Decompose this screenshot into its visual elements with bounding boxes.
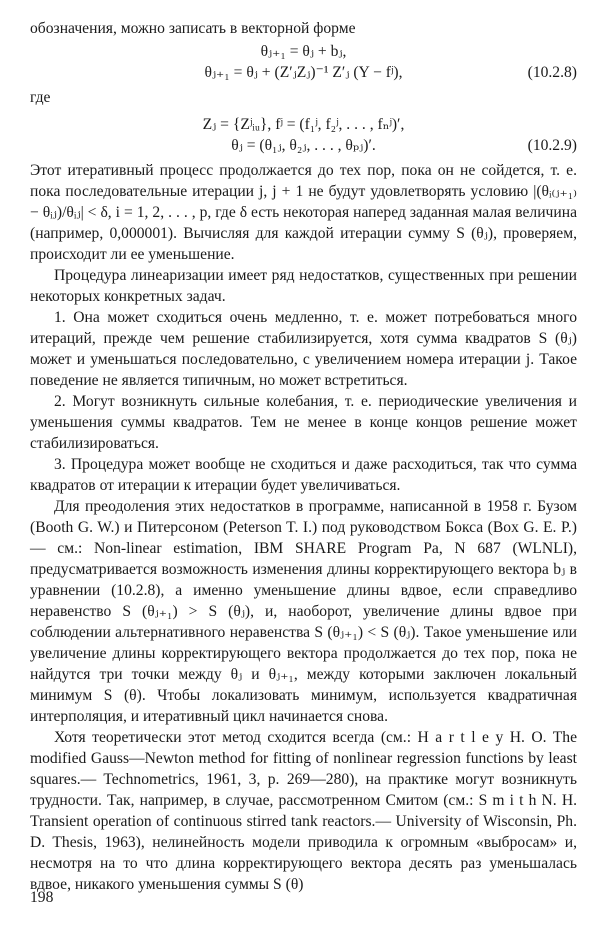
equation-formula: θⱼ₊₁ = θⱼ + bⱼ, bbox=[260, 43, 347, 60]
page-number: 198 bbox=[30, 889, 54, 906]
list-item-2: 2. Могут возникнуть сильные колебания, т. е. периодические увеличения и уменьшения суммы квадратов. Тем не менее в конце концов решение может стабилизироваться. bbox=[30, 393, 577, 452]
equation-formula: θⱼ₊₁ = θⱼ + (Z′ⱼZⱼ)⁻¹ Z′ⱼ (Y − fʲ), bbox=[204, 64, 403, 81]
equation-line bbox=[30, 114, 577, 135]
paragraph-iterative: Этот итеративный процесс продолжается до тех пор, пока он не сойдется, т. е. пока последовательные итерации j, j + 1 не будут удовлетворять условию |(θᵢ₍ⱼ₊₁₎ − θᵢⱼ)/θᵢⱼ| < δ, i = 1, 2, . . . , p, где δ есть некоторая наперед заданная малая величина (например, 0,000001). Вычисляя для каждой итерации сумму S (θⱼ), проверяем, происходит ли ее уменьшение. bbox=[30, 162, 577, 263]
equation-10-2-9 bbox=[30, 114, 577, 156]
paragraph-hartley: Хотя теоретически этот метод сходится всегда (см.: H a r t l e y H. O. The modified Gauss—Newton method for fitting of nonlinear regression functions by least squares.— Technometrics, 1961, 3, p. 269—280), на практике могут возникнуть трудности. Так, например, в случае, рассмотренном Смитом (см.: S m i t h N. H. Transient operation of continuous stirred tank reactors.— University of Wisconsin, Ph. D. Thesis, 1963), нелинейность модели приводила к огромным «выбросам» и, несмотря на то что длина корректирующего вектора десять раз уменьшалась вдвое, никакого уменьшения суммы S (θ) bbox=[30, 729, 577, 893]
equation-number: (10.2.8) bbox=[527, 64, 577, 81]
intro-line: обозначения, можно записать в векторной форме bbox=[30, 20, 356, 37]
equation-line bbox=[30, 135, 577, 156]
equation-10-2-8 bbox=[30, 41, 577, 83]
paragraph-drawbacks: Процедура линеаризации имеет ряд недостатков, существенных при решении некоторых конкретных задач. bbox=[30, 267, 577, 305]
equation-formula: Zⱼ = {Zʲᵢᵤ}, fʲ = (f₁ʲ, f₂ʲ, . . . , fₙʲ)′, bbox=[202, 116, 405, 133]
equation-line bbox=[30, 62, 577, 83]
where-word: где bbox=[30, 89, 51, 106]
list-item-1: 1. Она может сходиться очень медленно, т. е. может потребоваться много итераций, прежде чем решение стабилизируется, хотя сумма квадратов S (θⱼ) может и уменьшаться последовательно, с увеличением номера итерации j. Такое поведение не является типичным, но может встретиться. bbox=[30, 309, 577, 389]
equation-formula: θⱼ = (θ₁ⱼ, θ₂ⱼ, . . . , θₚⱼ)′. bbox=[231, 137, 376, 154]
page-body bbox=[30, 18, 577, 895]
equation-line bbox=[30, 41, 577, 62]
equation-number: (10.2.9) bbox=[527, 137, 577, 154]
paragraph-box-method: Для преодоления этих недостатков в программе, написанной в 1958 г. Бузом (Booth G. W.) и Питерсоном (Peterson T. I.) под руководством Бокса (Box G. E. P.) — см.: Non-linear estimation, IBM SHARE Program Pa, N 687 (WLNLI), предусматривается возможность изменения длины корректирующего вектора bⱼ в уравнении (10.2.8), а именно уменьшение длины вдвое, если справедливо неравенство S (θⱼ₊₁) > S (θⱼ), и, наоборот, увеличение длины вдвое при соблюдении альтернативного неравенства S (θⱼ₊₁) < S (θⱼ). Такое уменьшение или увеличение длины корректирующего вектора продолжается до тех пор, пока не найдутся три точки между θⱼ и θⱼ₊₁, между которыми заключен локальный минимум S (θ). Чтобы локализовать минимум, используется квадратичная интерполяция, и итеративный цикл начинается снова. bbox=[30, 498, 577, 725]
list-item-3: 3. Процедура может вообще не сходиться и даже расходиться, так что сумма квадратов от итерации к итерации будет увеличиваться. bbox=[30, 456, 577, 494]
